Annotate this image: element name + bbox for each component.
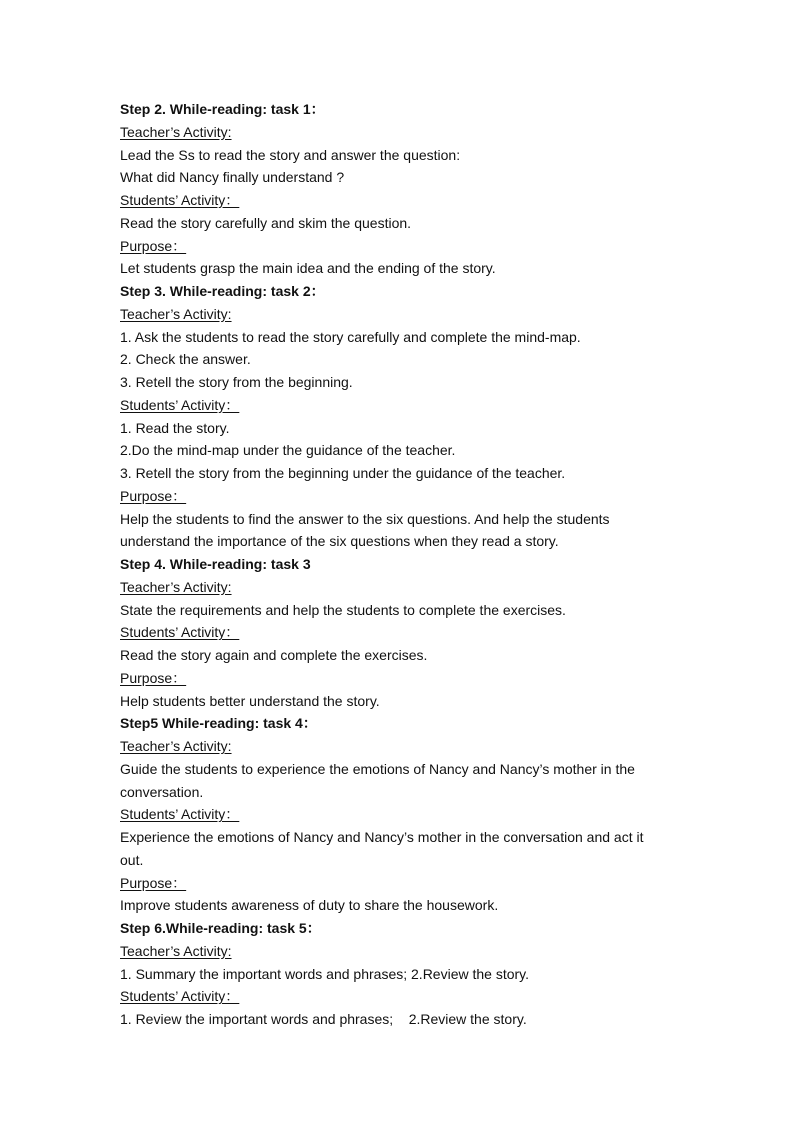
body-text-line: Help students better understand the story. xyxy=(120,692,380,709)
document-line xyxy=(120,553,720,576)
section-label: Students’ Activity： xyxy=(120,988,240,1005)
section-label: Students’ Activity： xyxy=(120,624,240,641)
document-line xyxy=(120,394,720,417)
section-label: Teacher’s Activity: xyxy=(120,942,232,959)
step-heading: Step 2. While-reading: task 1： xyxy=(120,101,325,117)
section-label: Students’ Activity： xyxy=(120,192,240,208)
document-line xyxy=(120,417,720,440)
document-line xyxy=(120,621,720,644)
section-label: Teacher’s Activity: xyxy=(120,305,232,322)
document-line xyxy=(120,462,720,485)
section-label: Students’ Activity： xyxy=(120,396,240,413)
section-label: Teacher’s Activity: xyxy=(120,578,232,595)
section-label: Purpose： xyxy=(120,487,187,504)
document-line xyxy=(120,303,720,326)
document-line xyxy=(120,735,720,758)
section-label: Teacher’s Activity: xyxy=(120,123,232,140)
document-line xyxy=(120,963,720,986)
document-line xyxy=(120,189,720,212)
body-text-line: Guide the students to experience the emotions of Nancy and Nancy’s mother in the xyxy=(120,760,635,777)
body-text-line: State the requirements and help the students to complete the exercises. xyxy=(120,601,566,618)
body-text-line: 1. Summary the important words and phrases; 2.Review the story. xyxy=(120,965,530,982)
document-line xyxy=(120,803,720,826)
body-text-line: Lead the Ss to read the story and answer the question: xyxy=(120,146,461,163)
document-line xyxy=(120,576,720,599)
document-line xyxy=(120,280,720,303)
section-label: Purpose： xyxy=(120,237,187,254)
body-text-line: 3. Retell the story from the beginning under the guidance of the teacher. xyxy=(120,465,566,481)
step-heading: Step5 While-reading: task 4： xyxy=(120,715,317,732)
step-heading: Step 6.While-reading: task 5： xyxy=(120,920,321,936)
document-line xyxy=(120,917,720,940)
body-text-line: Help the students to find the answer to the six questions. And help the students xyxy=(120,510,610,527)
body-text-line: out. xyxy=(120,851,144,868)
document-line xyxy=(120,508,720,531)
document-line xyxy=(120,849,720,872)
document-line xyxy=(120,894,720,917)
body-text-line: conversation. xyxy=(120,783,204,800)
body-text-line: Improve students awareness of duty to share the housework. xyxy=(120,897,499,914)
document-line xyxy=(120,985,720,1008)
document-line xyxy=(120,326,720,349)
body-text-line: What did Nancy finally understand ? xyxy=(120,169,345,186)
document-line xyxy=(120,667,720,690)
body-text-line: 1. Ask the students to read the story carefully and complete the mind-map. xyxy=(120,328,581,345)
document-line xyxy=(120,872,720,895)
document-line xyxy=(120,712,720,735)
body-text-line: Read the story again and complete the exercises. xyxy=(120,647,428,663)
document-line xyxy=(120,781,720,804)
document-line xyxy=(120,485,720,508)
document-line xyxy=(120,826,720,849)
section-label: Students’ Activity： xyxy=(120,806,240,823)
document-line xyxy=(120,530,720,553)
document-line xyxy=(120,98,720,121)
document-line xyxy=(120,758,720,781)
section-label: Purpose： xyxy=(120,669,187,686)
body-text-line: 3. Retell the story from the beginning. xyxy=(120,374,353,390)
document-line xyxy=(120,257,720,280)
document-line xyxy=(120,121,720,144)
section-label: Purpose： xyxy=(120,874,187,891)
document-page xyxy=(120,98,720,1031)
body-text-line: 1. Review the important words and phrases; 2.Review the story. xyxy=(120,1011,527,1027)
document-line xyxy=(120,212,720,235)
body-text-line: understand the importance of the six questions when they read a story. xyxy=(120,533,559,550)
document-line xyxy=(120,348,720,371)
document-line xyxy=(120,235,720,258)
body-text-line: Let students grasp the main idea and the ending of the story. xyxy=(120,260,496,277)
body-text-line: Read the story carefully and skim the question. xyxy=(120,214,412,231)
body-text-line: 1. Read the story. xyxy=(120,419,230,436)
document-line xyxy=(120,439,720,462)
document-line xyxy=(120,144,720,167)
document-line xyxy=(120,1008,720,1031)
body-text-line: 2.Do the mind-map under the guidance of the teacher. xyxy=(120,442,456,459)
step-heading: Step 3. While-reading: task 2： xyxy=(120,283,325,299)
document-line xyxy=(120,166,720,189)
document-line xyxy=(120,371,720,394)
document-line xyxy=(120,644,720,667)
section-label: Teacher’s Activity: xyxy=(120,738,232,754)
document-line xyxy=(120,599,720,622)
document-line xyxy=(120,690,720,713)
step-heading: Step 4. While-reading: task 3 xyxy=(120,556,311,572)
document-line xyxy=(120,940,720,963)
body-text-line: 2. Check the answer. xyxy=(120,351,251,368)
body-text-line: Experience the emotions of Nancy and Nancy’s mother in the conversation and act it xyxy=(120,829,644,845)
